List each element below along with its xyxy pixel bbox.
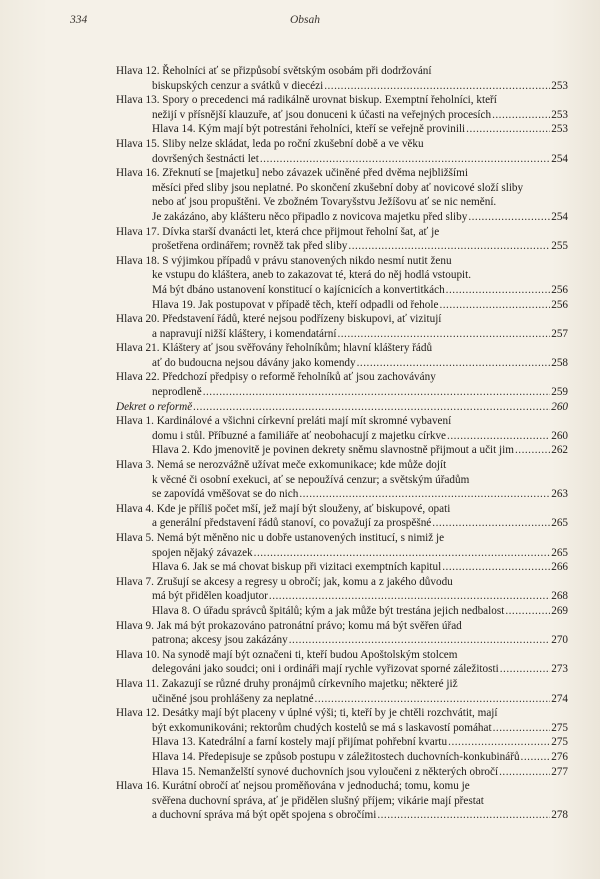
toc-entry-text: Hlava 15. Nemanželští synové duchovních jsou vyloučeni z některých obročí — [152, 765, 499, 778]
dot-leader — [505, 604, 550, 619]
toc-entry-text: k věcné či osobní exekuci, ať se nepoužívá cenzur; a světským úřadům — [152, 473, 470, 486]
toc-entry-lastline — [152, 487, 568, 502]
toc-entry-text: Hlava 13. Spory o precedenci má radikálně urovnat biskup. Exemptní řeholníci, kteří — [116, 94, 497, 107]
toc-entry — [116, 137, 568, 166]
toc-entry-text: nebo ať jsou propuštěni. Ve zbožném Tovaryšstvu Ježíšovu ať se nic nemění. — [152, 196, 497, 209]
toc-entry-lastline — [152, 750, 568, 765]
toc-page-number: 269 — [551, 604, 568, 617]
toc-page-number: 254 — [551, 210, 568, 223]
toc-entry-lastline — [152, 546, 568, 561]
toc-entry-text: Hlava 12. Řeholníci ať se přizpůsobí světským osobám při dodržování — [116, 65, 432, 77]
toc-entry — [116, 531, 568, 560]
toc-page-number: 260 — [551, 400, 568, 413]
page-number: 334 — [70, 14, 88, 26]
toc-entry-text: Hlava 14. Kým mají být potrestáni řeholníci, kteří se veřejně provinili — [152, 123, 466, 136]
toc-entry-lastline — [152, 429, 568, 444]
toc-entry — [116, 298, 568, 313]
toc-entry-text: Dekret o reformě — [116, 400, 193, 413]
toc-entry-lastline — [152, 79, 568, 94]
toc-entry — [116, 750, 568, 765]
toc-entry-lastline — [152, 239, 568, 254]
toc-entry-text: Hlava 3. Nemá se nerozvážně užívat meče exkomunikace; kde může dojít — [116, 459, 447, 472]
toc-entry-text: Hlava 1. Kardinálové a všichni církevní preláti mají mít skromné vybavení — [116, 415, 452, 428]
toc-entry — [116, 370, 568, 399]
toc-entry-text: a generální představení řádů stanoví, co považují za prospěšné — [152, 517, 432, 530]
toc-entry — [116, 443, 568, 458]
toc-entry-lastline — [152, 721, 568, 736]
toc-entry — [116, 735, 568, 750]
toc-entry-text: Je zakázáno, aby klášteru něco připadlo z novicova majetku před sliby — [152, 210, 468, 223]
toc-entry-text: a duchovní správa má být opět spojena s obročími — [152, 809, 377, 822]
dot-leader — [466, 122, 550, 137]
dot-leader — [468, 210, 550, 225]
toc-entry-text: Hlava 8. O úřadu správců špitálů; kým a jak může být trestána jejich nedbalost — [152, 604, 505, 617]
toc-page-number: 278 — [551, 809, 568, 822]
toc-entry-text: dovršených šestnácti let — [152, 152, 259, 165]
toc-entry — [116, 502, 568, 531]
toc-page-number: 273 — [551, 663, 568, 676]
toc-entry-lastline — [152, 735, 568, 750]
toc-page-number: 276 — [551, 750, 568, 763]
toc-entry-lastline — [152, 210, 568, 225]
toc-entry-lastline — [152, 560, 568, 575]
dot-leader — [439, 298, 550, 313]
toc-entry — [116, 312, 568, 341]
toc-entry-lastline — [152, 385, 568, 400]
toc-page-number: 274 — [551, 692, 568, 705]
toc-entry-text: prošetřena ordinářem; rovněž tak před sliby — [152, 240, 348, 253]
toc-page-number: 262 — [551, 444, 568, 457]
toc-entry — [116, 619, 568, 648]
toc-entry-text: učiněné jsou prohlášeny za neplatné — [152, 692, 314, 705]
toc-entry-text: Hlava 16. Zřeknutí se [majetku] nebo závazek učiněné před dvěma nejbližšími — [116, 167, 468, 180]
toc-entry-lastline — [152, 765, 568, 780]
toc-entry — [116, 122, 568, 137]
toc-entry-text: Hlava 10. Na synodě mají být označeni ti, kteří budou Apoštolským stolcem — [116, 648, 458, 661]
toc-page-number: 275 — [551, 736, 568, 749]
toc-entry-lastline — [152, 298, 568, 313]
toc-entry-text: patrona; akcesy jsou zakázány — [152, 634, 288, 647]
toc-entry-text: Hlava 20. Představení řádů, které nejsou podřízeny biskupovi, ať vizitují — [116, 313, 442, 326]
toc-page-number: 257 — [551, 327, 568, 340]
dot-leader — [377, 808, 550, 823]
toc-entry-text: měsíci před sliby jsou neplatné. Po skončení zkušební doby ať novicové složí sliby — [152, 181, 524, 194]
toc-page-number: 263 — [551, 488, 568, 501]
toc-entry-text: Hlava 19. Jak postupovat v případě těch, kteří odpadli od řehole — [152, 298, 439, 311]
toc-entry-text: Hlava 7. Zrušují se akcesy a regresy u obročí; jak, komu a z jakého důvodu — [116, 575, 453, 588]
dot-leader — [203, 385, 551, 400]
toc-entry-text: Hlava 6. Jak se má chovat biskup při vizitaci exemptních kapitul — [152, 561, 442, 574]
toc-entry — [116, 604, 568, 619]
dot-leader — [493, 721, 551, 736]
toc-entry-text: svěřena duchovní správa, ať je přidělen slušný příjem; vikárie mají přestat — [152, 794, 484, 807]
toc-entry-text: Má být dbáno ustanovení konstitucí o kajícnicích a konvertitkách — [152, 283, 445, 296]
dot-leader — [521, 750, 551, 765]
toc-entry-lastline — [152, 356, 568, 371]
toc-entry-lastline — [152, 808, 568, 823]
toc-entry — [116, 64, 568, 93]
toc-entry-lastline — [152, 443, 568, 458]
toc-entry-lastline — [152, 516, 568, 531]
toc-entry-text: Hlava 11. Zakazují se různé druhy pronájmů církevního majetku; některé již — [116, 677, 458, 690]
toc-page-number: 258 — [551, 356, 568, 369]
toc-page-number: 256 — [551, 283, 568, 296]
dot-leader — [446, 283, 551, 298]
dot-leader — [315, 692, 551, 707]
toc-entry-text: Hlava 5. Nemá být měněno nic u dobře ustanovených institucí, s nimiž je — [116, 532, 445, 544]
dot-leader — [357, 356, 551, 371]
toc-entry-text: Hlava 15. Sliby nelze skládat, leda po roční zkušební době a ve věku — [116, 137, 424, 150]
toc-page-number: 265 — [551, 517, 568, 530]
dot-leader — [260, 152, 550, 167]
dot-leader — [442, 560, 550, 575]
toc-entry-text: a napravují nižší kláštery, i komendatární — [152, 327, 337, 340]
toc-entry-text: ať do budoucna nejsou dávány jako komendy — [152, 356, 356, 369]
toc-entry — [116, 765, 568, 780]
toc-page-number: 259 — [551, 386, 568, 399]
dot-leader — [289, 633, 550, 648]
toc-page-number: 260 — [551, 429, 568, 442]
toc-entry-text: Hlava 4. Kde je příliš počet mší, jež mají být slouženy, ať biskupové, opati — [116, 502, 451, 515]
toc-entry-text: delegováni jako soudci; oni i ordináři mají rychle vyřizovat sporné záležitosti — [152, 663, 499, 676]
toc-entry-text: Hlava 14. Předepisuje se způsob postupu v záležitostech duchovních-konkubinářů — [152, 750, 520, 763]
toc-entry-lastline — [116, 400, 568, 415]
toc-entry-text: Hlava 2. Kdo jmenovitě je povinen dekrety sněmu slavnostně přijmout a učit jim — [152, 444, 514, 457]
dot-leader — [447, 429, 550, 444]
toc-page-number: 268 — [551, 590, 568, 603]
toc-section-heading — [116, 400, 568, 415]
toc-entry-text: Hlava 12. Desátky mají být placeny v úplné výši; ti, kteří by je chtěli rozchvátit, mají — [116, 707, 498, 720]
table-of-contents — [116, 64, 568, 823]
toc-page-number: 265 — [551, 546, 568, 559]
toc-entry-text: Hlava 13. Katedrální a farní kostely mají přijímat pohřební kvartu — [152, 736, 448, 749]
toc-entry-text: biskupských cenzur a svátků v diecézi — [152, 79, 324, 92]
toc-entry-text: spojen nějaký závazek — [152, 546, 253, 559]
toc-entry — [116, 225, 568, 254]
toc-entry-lastline — [152, 692, 568, 707]
toc-page-number: 266 — [551, 561, 568, 574]
toc-page-number: 270 — [551, 634, 568, 647]
toc-page-number: 256 — [551, 298, 568, 311]
dot-leader — [515, 443, 550, 458]
toc-page-number: 275 — [551, 721, 568, 734]
toc-entry-lastline — [152, 152, 568, 167]
dot-leader — [324, 79, 550, 94]
dot-leader — [348, 239, 550, 254]
toc-page-number: 253 — [551, 123, 568, 136]
toc-entry-text: Hlava 22. Předchozí předpisy o reformě řeholníků ať jsou zachovávány — [116, 371, 436, 384]
toc-entry — [116, 648, 568, 677]
toc-entry — [116, 560, 568, 575]
toc-entry — [116, 575, 568, 604]
toc-entry-lastline — [152, 108, 568, 123]
toc-entry — [116, 93, 568, 122]
toc-entry — [116, 166, 568, 224]
toc-page-number: 254 — [551, 152, 568, 165]
dot-leader — [448, 735, 550, 750]
toc-entry-text: ke vstupu do kláštera, aneb to zakazovat té, která do něj hodlá vstoupit. — [152, 269, 472, 282]
toc-entry — [116, 779, 568, 823]
toc-entry-lastline — [152, 662, 568, 677]
dot-leader — [492, 108, 550, 123]
dot-leader — [193, 400, 550, 415]
toc-page-number: 253 — [551, 108, 568, 121]
header-title: Obsah — [289, 14, 321, 26]
dot-leader — [299, 487, 550, 502]
toc-entry-text: být exkomunikováni; rektorům chudých kostelů se má s laskavostí pomáhat — [152, 721, 492, 734]
toc-page-number: 253 — [551, 79, 568, 92]
toc-entry-lastline — [152, 122, 568, 137]
toc-entry-text: Hlava 16. Kurátní obročí ať nejsou proměňována v jednoduchá; tomu, komu je — [116, 780, 470, 793]
toc-entry-lastline — [152, 633, 568, 648]
toc-page-number: 277 — [551, 765, 568, 778]
toc-entry — [116, 458, 568, 502]
toc-entry-text: neprodleně — [152, 386, 202, 399]
dot-leader — [499, 765, 550, 780]
toc-page-number: 255 — [551, 240, 568, 253]
toc-entry-text: domu i stůl. Příbuzné a familiáře ať neobohacují z majetku církve — [152, 429, 447, 442]
toc-entry — [116, 706, 568, 735]
dot-leader — [269, 589, 550, 604]
toc-entry-text: Hlava 18. S výjimkou případů v právu stanovených nikdo nesmí nutit ženu — [116, 254, 452, 267]
dot-leader — [337, 327, 550, 342]
toc-entry — [116, 341, 568, 370]
toc-entry — [116, 677, 568, 706]
toc-entry-text: Hlava 21. Kláštery ať jsou svěřovány řeholníkům; hlavní kláštery řádů — [116, 342, 433, 355]
dot-leader — [500, 662, 551, 677]
toc-entry-text: se zapovídá vměšovat se do nich — [152, 488, 299, 501]
dot-leader — [432, 516, 550, 531]
toc-entry-text: Hlava 17. Dívka starší dvanácti let, která chce přijmout řeholní šat, ať je — [116, 225, 440, 238]
toc-entry-text: má být přidělen koadjutor — [152, 590, 268, 603]
toc-entry-lastline — [152, 327, 568, 342]
toc-entry — [116, 254, 568, 298]
toc-entry-lastline — [152, 589, 568, 604]
toc-entry-lastline — [152, 283, 568, 298]
dot-leader — [254, 546, 551, 561]
toc-entry — [116, 414, 568, 443]
toc-entry-text: Hlava 9. Jak má být prokazováno patronátní právo; komu má být svěřen úřad — [116, 619, 462, 632]
toc-entry-lastline — [152, 604, 568, 619]
toc-entry-text: nežijí v přísnější klauzuře, ať jsou donuceni k účasti na veřejných procesích — [152, 108, 492, 121]
